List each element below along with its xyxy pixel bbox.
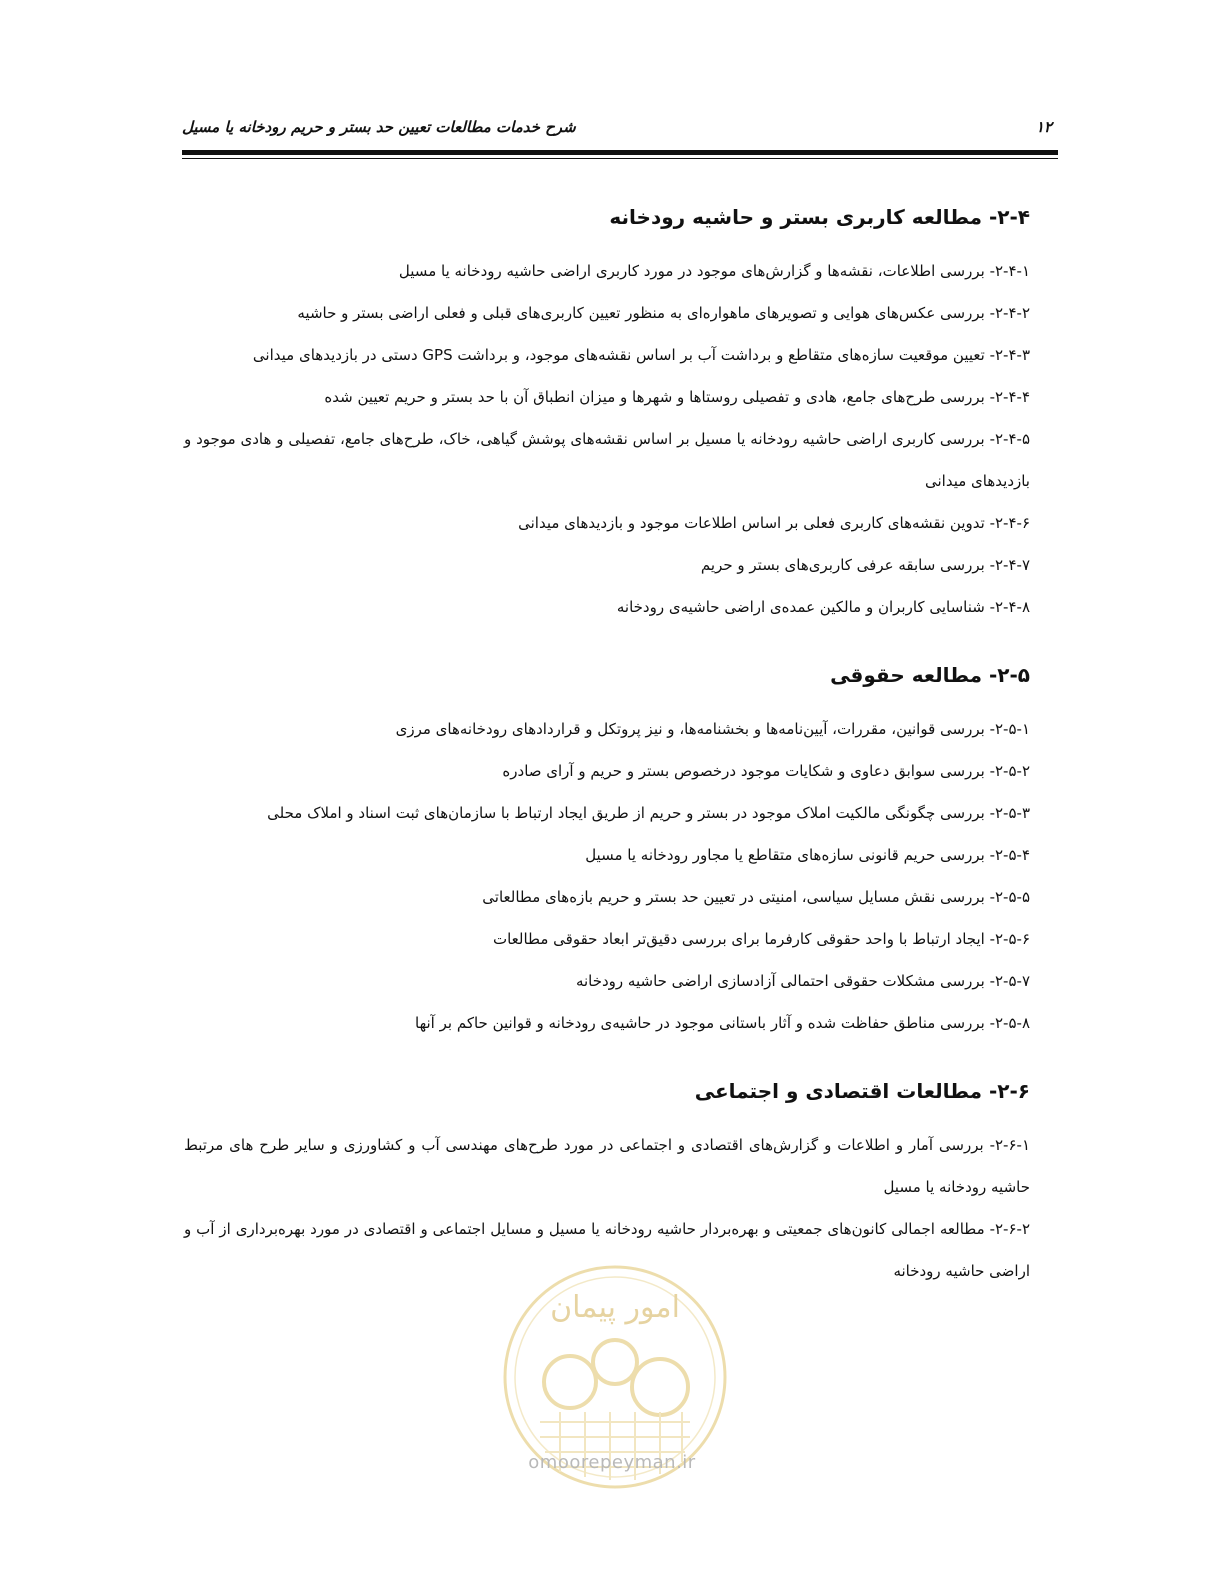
list-item: ۲-۴-۴- بررسی طرح‌های جامع، هادی و تفصیلی روستاها و شهرها و میزان انطباق آن با حد بستر و حریم تعیین شده xyxy=(324,388,1030,406)
section-heading: ۲-۴- مطالعه کاربری بستر و حاشیه رودخانه xyxy=(609,205,1030,229)
document-body xyxy=(184,196,1030,1292)
list-item: ۲-۵-۳- بررسی چگونگی مالکیت املاک موجود در بستر و حریم از طریق ایجاد ارتباط با سازمان‌های ثبت اسناد و املاک محلی xyxy=(267,804,1030,822)
list-item: ۲-۵-۷- بررسی مشکلات حقوقی احتمالی آزادسازی اراضی حاشیه رودخانه xyxy=(575,972,1030,990)
list-item: ۲-۶-۱- بررسی آمار و اطلاعات و گزارش‌های اقتصادی و اجتماعی در مورد طرح‌های مهندسی آب و کشاورزی و سایر طرح های مرتبط حاشیه رودخانه یا مسیل xyxy=(184,1136,1030,1196)
list-item: ۲-۵-۲- بررسی سوابق دعاوی و شکایات موجود درخصوص بستر و حریم و آرای صادره xyxy=(502,762,1030,780)
list-item: ۲-۵-۸- بررسی مناطق حفاظت شده و آثار باستانی موجود در حاشیه‌ی رودخانه و قوانین حاکم بر آنها xyxy=(415,1014,1030,1032)
section-socioeconomic xyxy=(184,1070,1030,1292)
list-item: ۲-۴-۵- بررسی کاربری اراضی حاشیه رودخانه یا مسیل بر اساس نقشه‌های پوشش گیاهی، خاک، طرح‌های جامع، تفصیلی و هادی موجود و بازدیدهای میدانی xyxy=(184,430,1030,490)
list-item: ۲-۵-۴- بررسی حریم قانونی سازه‌های متقاطع یا مجاور رودخانه یا مسیل xyxy=(585,846,1030,864)
list-item: ۲-۶-۲- مطالعه اجمالی کانون‌های جمعیتی و بهره‌بردار حاشیه رودخانه یا مسیل و مسایل اجتماعی و اقتصادی در مورد بهره‌برداری از آب و اراضی حاشیه رودخانه xyxy=(184,1220,1030,1280)
header-rule xyxy=(182,150,1058,155)
list-item: ۲-۵-۵- بررسی نقش مسایل سیاسی، امنیتی در تعیین حد بستر و حریم بازه‌های مطالعاتی xyxy=(482,888,1030,906)
watermark-logo-text: امور پیمان xyxy=(550,1290,680,1325)
list-item: ۲-۵-۶- ایجاد ارتباط با واحد حقوقی کارفرما برای بررسی دقیق‌تر ابعاد حقوقی مطالعات xyxy=(492,930,1030,948)
watermark-site: omoorepeyman.ir xyxy=(528,1452,696,1473)
list-item: ۲-۵-۱- بررسی قوانین، مقررات، آیین‌نامه‌ها و بخشنامه‌ها، و نیز پروتکل و قراردادهای رودخانه‌های مرزی xyxy=(395,720,1030,738)
list-item: ۲-۴-۷- بررسی سابقه عرفی کاربری‌های بستر و حریم xyxy=(700,556,1030,574)
list-item: ۲-۴-۲- بررسی عکس‌های هوایی و تصویرهای ماهواره‌ای به منظور تعیین کاربری‌های قبلی و فعلی اراضی بستر و حاشیه xyxy=(297,304,1030,322)
page-number: ۱۲ xyxy=(1035,118,1052,136)
section-heading: ۲-۶- مطالعات اقتصادی و اجتماعی xyxy=(694,1079,1030,1103)
list-item: ۲-۴-۳- تعیین موقعیت سازه‌های متقاطع و برداشت آب بر اساس نقشه‌های موجود، و برداشت GPS دستی در بازدیدهای میدانی xyxy=(252,346,1030,364)
list-item: ۲-۴-۶- تدوین نقشه‌های کاربری فعلی بر اساس اطلاعات موجود و بازدیدهای میدانی xyxy=(518,514,1030,532)
list-item: ۲-۴-۸- شناسایی کاربران و مالکین عمده‌ی اراضی حاشیه‌ی رودخانه xyxy=(616,598,1030,616)
header-rule-thin xyxy=(182,158,1058,159)
section-land-use xyxy=(184,196,1030,628)
section-heading: ۲-۵- مطالعه حقوقی xyxy=(830,663,1030,687)
list-item: ۲-۴-۱- بررسی اطلاعات، نقشه‌ها و گزارش‌های موجود در مورد کاربری اراضی حاشیه رودخانه یا مسیل xyxy=(398,262,1030,280)
running-title: شرح خدمات مطالعات تعیین حد بستر و حریم رودخانه یا مسیل xyxy=(182,118,576,136)
page-header xyxy=(182,118,1058,140)
section-legal xyxy=(184,654,1030,1044)
